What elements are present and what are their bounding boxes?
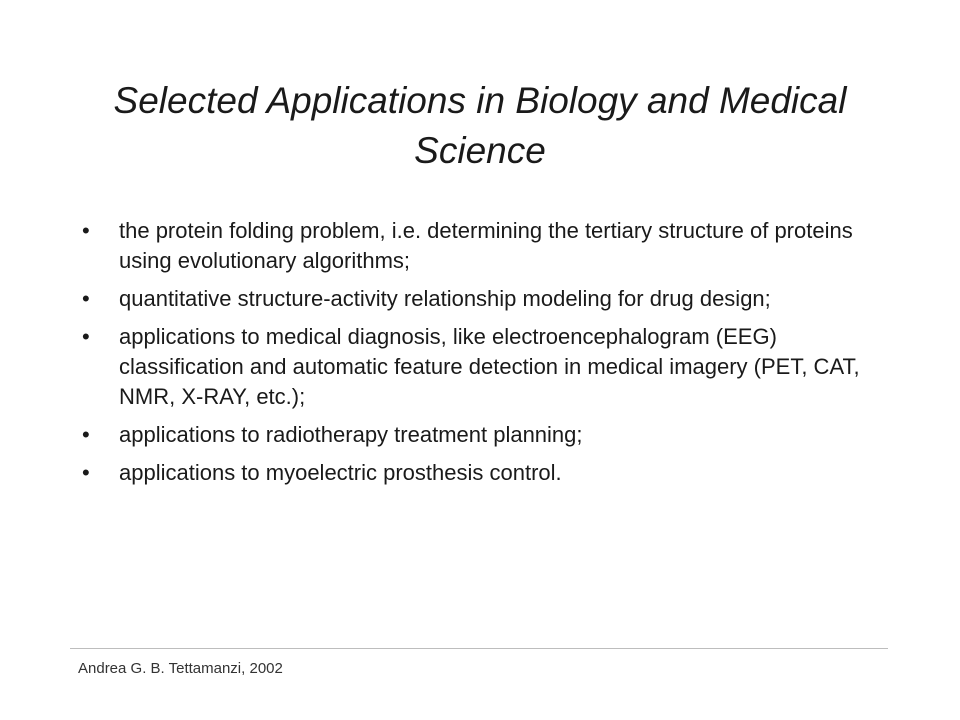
bullet-text: quantitative structure-activity relationship modeling for drug design;	[119, 286, 771, 311]
bullet-text: applications to myoelectric prosthesis control.	[119, 460, 562, 485]
bullet-marker: •	[82, 324, 90, 349]
bullet-marker: •	[82, 422, 90, 447]
bullet-marker: •	[82, 218, 90, 243]
footer-divider	[70, 648, 888, 649]
footer-credit: Andrea G. B. Tettamanzi, 2002	[78, 660, 283, 677]
bullet-item	[82, 284, 882, 314]
slide-title: Selected Applications in Biology and Medical Science	[113, 80, 847, 171]
bullet-list	[82, 216, 882, 496]
bullet-item	[82, 458, 882, 488]
bullet-text: applications to radiotherapy treatment planning;	[119, 422, 583, 447]
bullet-item	[82, 216, 882, 276]
bullet-item	[82, 322, 882, 412]
bullet-marker: •	[82, 460, 90, 485]
bullet-text: the protein folding problem, i.e. determining the tertiary structure of proteins using evolutionary algorithms;	[119, 218, 853, 273]
bullet-text: applications to medical diagnosis, like electroencephalogram (EEG) classification and automatic feature detection in medical imagery (PET, CAT, NMR, X-RAY, etc.);	[119, 324, 860, 409]
bullet-marker: •	[82, 286, 90, 311]
bullet-item	[82, 420, 882, 450]
